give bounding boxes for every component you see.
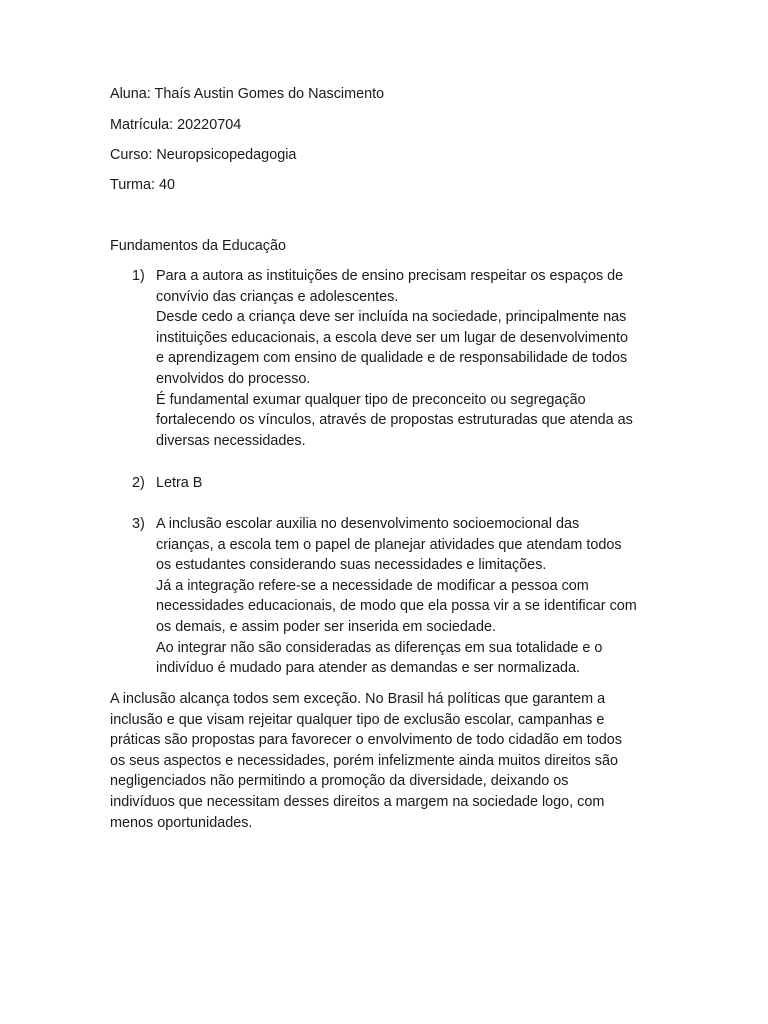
- answer-line: os demais, e assim poder ser inserida em sociedade.: [156, 618, 496, 635]
- student-name: Aluna: Thaís Austin Gomes do Nascimento: [110, 86, 385, 102]
- answer-line: necessidades educacionais, de modo que ela possa vir a se identificar com: [156, 598, 637, 615]
- paragraph-line: práticas são propostas para favorecer o envolvimento de todo cidadão em todos: [110, 732, 622, 749]
- answer-line: os estudantes considerando suas necessidades e limitações.: [156, 557, 547, 574]
- question-number: 3): [132, 516, 145, 532]
- answer-line: indivíduo é mudado para atender as demandas e ser normalizada.: [156, 660, 580, 677]
- paragraph-line: os seus aspectos e necessidades, porém infelizmente ainda muitos direitos são: [110, 752, 618, 769]
- answer-line: convívio das crianças e adolescentes.: [156, 288, 399, 305]
- answer-text: [156, 266, 633, 451]
- question-number: 1): [132, 268, 145, 284]
- answer-line: Desde cedo a criança deve ser incluída na sociedade, principalmente nas: [156, 309, 627, 326]
- answer-line: Para a autora as instituições de ensino precisam respeitar os espaços de: [156, 268, 624, 284]
- closing-paragraph: [110, 689, 622, 833]
- paragraph-line: negligenciados não permitindo a promoção da diversidade, deixando os: [110, 773, 569, 790]
- registration-number: Matrícula: 20220704: [110, 117, 242, 133]
- answer-line: fortalecendo os vínculos, através de propostas estruturadas que atenda as: [156, 412, 633, 429]
- answer-text: [156, 473, 202, 494]
- question-number: 2): [132, 475, 145, 491]
- answer-text: [156, 514, 637, 679]
- answer-line: e aprendizagem com ensino de qualidade e de responsabilidade de todos: [156, 350, 628, 367]
- answer-line: instituições educacionais, a escola deve ser um lugar de desenvolvimento: [156, 329, 628, 346]
- section-title: Fundamentos da Educação: [110, 238, 287, 254]
- paragraph-line: indivíduos que necessitam desses direitos a margem na sociedade logo, com: [110, 793, 605, 810]
- answer-line: diversas necessidades.: [156, 432, 306, 449]
- paragraph-line: inclusão e que visam rejeitar qualquer tipo de exclusão escolar, campanhas e: [110, 711, 605, 728]
- answer-line: crianças, a escola tem o papel de planejar atividades que atendam todos: [156, 536, 622, 553]
- answer-line: É fundamental exumar qualquer tipo de preconceito ou segregação: [156, 391, 586, 408]
- answer-line: Letra B: [156, 475, 203, 491]
- answer-line: Já a integração refere-se a necessidade de modificar a pessoa com: [156, 577, 589, 594]
- course-name: Curso: Neuropsicopedagogia: [110, 147, 297, 163]
- answer-line: A inclusão escolar auxilia no desenvolvimento socioemocional das: [156, 516, 580, 532]
- answer-line: Ao integrar não são consideradas as diferenças em sua totalidade e o: [156, 639, 603, 656]
- paragraph-line: A inclusão alcança todos sem exceção. No Brasil há políticas que garantem a: [110, 691, 606, 707]
- answer-line: envolvidos do processo.: [156, 370, 311, 387]
- paragraph-line: menos oportunidades.: [110, 814, 253, 831]
- class-number: Turma: 40: [110, 177, 176, 193]
